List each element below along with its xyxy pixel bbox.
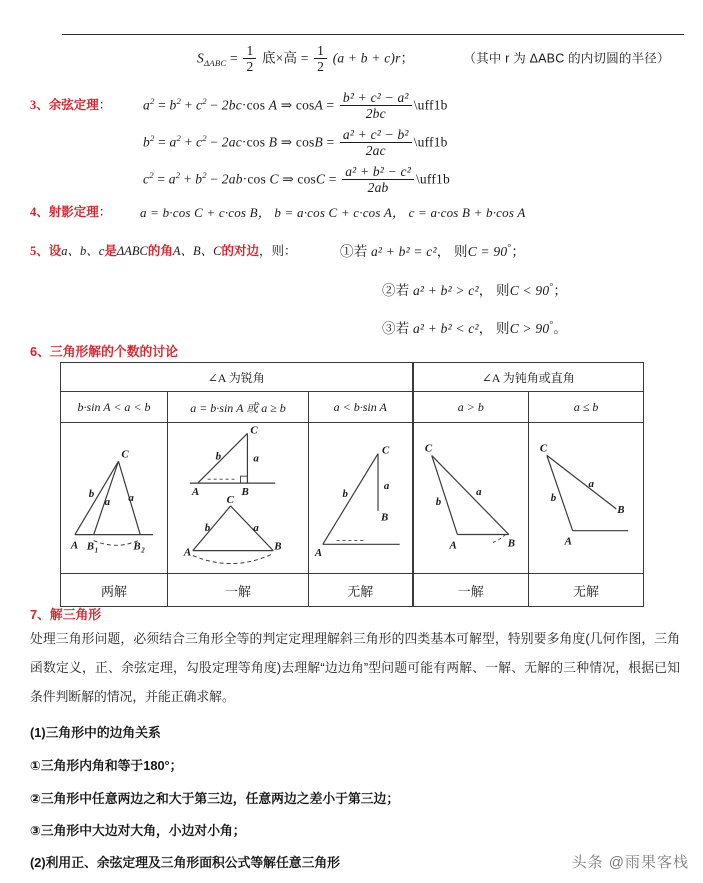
section-7-paragraph: 处理三角形问题，必须结合三角形全等的判定定理理解斜三角形的四类基本可解型，特别要多角度(几何作图，三角函数定义，正、余弦定理，勾股定理等角度)去理解“边边角”型问题可能有两解、一解、无解的三种情况，根据已知条件判断解的情况，并能正确求解。 bbox=[30, 631, 680, 704]
cos3-fraction bbox=[342, 165, 414, 196]
condition-cell-5: a ≤ b bbox=[529, 392, 644, 423]
item-1-sep: ， bbox=[436, 244, 451, 259]
svg-text:1: 1 bbox=[94, 547, 99, 555]
half-fraction-2-numerator: 1 bbox=[317, 43, 325, 58]
cos1-product: 2bc bbox=[221, 97, 242, 113]
section-5-lead-4: 的对边 bbox=[221, 244, 259, 258]
table-result-row bbox=[61, 574, 644, 607]
cos3-angle: C bbox=[269, 171, 279, 187]
cos2-fraction-denominator: 2ac bbox=[340, 142, 412, 159]
cos2-product: 2ac bbox=[221, 134, 242, 150]
area-formula-note: （其中 r 为 ΔABC 的内切圆的半径） bbox=[463, 51, 670, 66]
cos1-lhs: a bbox=[143, 97, 150, 113]
svg-text:C: C bbox=[121, 448, 129, 461]
svg-text:B: B bbox=[86, 540, 95, 553]
item-3-sep: ， bbox=[478, 321, 493, 336]
section-5-item-2 bbox=[382, 279, 567, 299]
svg-text:C: C bbox=[250, 424, 258, 437]
cos3-rhs1: a bbox=[168, 171, 176, 187]
cos1-angle-2: A bbox=[314, 97, 323, 113]
svg-text:B: B bbox=[274, 540, 282, 553]
section-7-heading: 7、解三角形 bbox=[30, 607, 102, 622]
top-horizontal-rule bbox=[62, 34, 684, 35]
svg-text:A: A bbox=[314, 547, 323, 560]
section-5-angles: A、B、C bbox=[172, 244, 222, 258]
svg-text:a: a bbox=[253, 521, 259, 534]
svg-text:2: 2 bbox=[141, 547, 145, 555]
section-5-lead-5: ，则： bbox=[258, 244, 297, 258]
cos2-fraction bbox=[340, 128, 412, 159]
cos1-fraction-denominator: 2bc bbox=[340, 105, 412, 122]
svg-text:C: C bbox=[381, 444, 390, 457]
svg-text:B: B bbox=[507, 537, 515, 550]
cos1-angle: A bbox=[268, 97, 278, 113]
condition-cell-2: a = b·sin A 或 a ≥ b bbox=[168, 392, 309, 423]
cos3-product: 2ab bbox=[221, 171, 243, 187]
svg-text:B: B bbox=[133, 540, 141, 553]
cos3-lhs: c bbox=[143, 171, 150, 187]
half-fraction-1-denominator: 2 bbox=[243, 58, 256, 75]
figure-cell-one-solution-obtuse bbox=[413, 423, 529, 574]
svg-text:a: a bbox=[383, 480, 390, 493]
figure-cell-no-solution-obtuse bbox=[529, 423, 644, 574]
item-1-degree: ° bbox=[507, 242, 512, 254]
section-5-triangle: ΔABC bbox=[116, 244, 148, 258]
area-formula-base-height: 底×高 bbox=[261, 50, 298, 66]
condition-cell-3: a < b·sin A bbox=[309, 392, 413, 423]
half-fraction-2-denominator: 2 bbox=[314, 58, 327, 75]
item-3-mark: ③ bbox=[382, 321, 396, 336]
svg-text:B: B bbox=[241, 486, 249, 499]
cosine-law-line-2: $b^2 = a^2 + c^2 - 2ac\cdot\cos$ B ⇒ cosB = $\frac{\text{a² + c² − b²}}{2ac}$ \uff1b bbox=[143, 127, 448, 159]
bullet-5: (2)利用正、余弦定理及三角形面积公式等解任意三角形 bbox=[30, 855, 340, 870]
item-2-then: 则 bbox=[496, 283, 510, 298]
cos3-fraction-denominator: 2ab bbox=[342, 179, 414, 196]
item-3-ruo: 若 bbox=[395, 321, 410, 336]
section-6-heading: 6、三角形解的个数的讨论 bbox=[30, 344, 178, 359]
svg-text:b: b bbox=[550, 491, 557, 504]
cos2-rhs2: c bbox=[196, 134, 203, 150]
watermark: 头条 @雨果客栈 bbox=[571, 854, 689, 871]
svg-text:B: B bbox=[380, 511, 389, 524]
result-cell-5: 无解 bbox=[529, 574, 644, 607]
projection-law-body: a = b·cos C + c·cos B， b = a·cos C + c·cos A， c = a·cos B + b·cos A bbox=[140, 205, 526, 220]
item-3-conclusion: C > 90 bbox=[509, 321, 550, 336]
item-3-tail: 。 bbox=[553, 321, 568, 336]
bullet-4: ③三角形中大边对大角，小边对小角； bbox=[30, 823, 246, 838]
one-solution-right-and-acute-figure bbox=[168, 423, 308, 573]
cos2-rhs1: a bbox=[169, 134, 177, 150]
svg-text:A: A bbox=[70, 539, 79, 552]
figure-cell-one-solution-acute bbox=[168, 423, 309, 574]
result-cell-4: 一解 bbox=[413, 574, 529, 607]
half-fraction-1 bbox=[243, 44, 256, 75]
table-header-row bbox=[61, 363, 644, 392]
area-formula: $S_{\Delta ABC}$ = $\frac{1}{2}$ 底×高 = $\frac{1}{2}$ (a + b + c)r； （其中 r 为 ΔABC 的内切圆的半径） bbox=[197, 43, 670, 75]
cos1-rhs2: c bbox=[196, 97, 203, 113]
header-obtuse-or-right-angle: ∠A 为钝角或直角 bbox=[413, 363, 644, 392]
solution-count-table bbox=[60, 362, 644, 607]
svg-text:a: a bbox=[104, 495, 111, 508]
svg-text:a: a bbox=[475, 486, 482, 499]
section-3-title: 余弦定理 bbox=[48, 98, 99, 112]
area-formula-lhs: S bbox=[197, 50, 204, 66]
svg-text:A: A bbox=[564, 535, 572, 548]
item-2-ruo: 若 bbox=[395, 283, 410, 298]
header-acute-angle: ∠A 为锐角 bbox=[61, 363, 413, 392]
svg-text:b: b bbox=[342, 488, 348, 501]
item-2-inequality: a² + b² > c² bbox=[412, 283, 479, 298]
cos3-fraction-numerator: a² + b² − c² bbox=[345, 164, 411, 179]
svg-text:b: b bbox=[88, 488, 95, 501]
condition-cell-4: a > b bbox=[413, 392, 529, 423]
one-solution-obtuse-figure bbox=[414, 423, 529, 573]
area-formula-lhs-subscript: ΔABC bbox=[203, 58, 227, 69]
table-figure-row bbox=[61, 423, 644, 574]
svg-text:a: a bbox=[128, 491, 134, 504]
no-solution-acute-figure bbox=[309, 423, 412, 573]
cos3-rhs2: b bbox=[195, 171, 203, 187]
item-1-ruo: 若 bbox=[353, 244, 368, 259]
bullet-2: ①三角形内角和等于180°； bbox=[30, 758, 183, 773]
section-4-title: 射影定理 bbox=[48, 205, 99, 219]
cos2-fraction-numerator: a² + c² − b² bbox=[342, 127, 409, 142]
section-3-index: 3、 bbox=[30, 98, 49, 112]
section-3-label bbox=[30, 95, 111, 113]
half-fraction-2 bbox=[314, 44, 327, 75]
area-formula-perimeter-term: (a + b + c)r bbox=[332, 50, 401, 66]
svg-text:A: A bbox=[183, 546, 192, 559]
cos2-angle-2: B bbox=[314, 134, 323, 150]
item-1-inequality: a² + b² = c² bbox=[370, 244, 437, 259]
area-formula-semicolon: ； bbox=[400, 50, 415, 66]
section-5-lead-1: 设 bbox=[48, 244, 62, 258]
result-cell-2: 一解 bbox=[168, 574, 309, 607]
figure-cell-two-solutions bbox=[61, 423, 168, 574]
item-2-mark: ② bbox=[382, 283, 396, 298]
cos2-angle: B bbox=[268, 134, 278, 150]
section-5-vars: a、b、c bbox=[61, 244, 105, 258]
svg-text:b: b bbox=[215, 450, 222, 463]
cos1-rhs1: b bbox=[169, 97, 177, 113]
result-cell-1: 两解 bbox=[61, 574, 168, 607]
table-condition-row bbox=[61, 392, 644, 423]
section-3-colon: ： bbox=[98, 98, 112, 112]
figure-cell-no-solution-acute bbox=[309, 423, 413, 574]
section-5-item-1 bbox=[340, 240, 525, 260]
item-2-degree: ° bbox=[549, 281, 554, 293]
condition-cell-1: b·sin A < a < b bbox=[61, 392, 168, 423]
svg-text:b: b bbox=[435, 495, 441, 508]
cos1-fraction-numerator: b² + c² − a² bbox=[342, 90, 409, 105]
item-1-then: 则 bbox=[454, 244, 468, 259]
item-3-inequality: a² + b² < c² bbox=[412, 321, 479, 336]
cos3-angle-2: C bbox=[316, 171, 326, 187]
svg-text:b: b bbox=[204, 521, 211, 534]
section-4-label bbox=[30, 202, 111, 220]
cosine-law-line-3: $c^2 = a^2 + b^2 - 2ab\cdot\cos$ C ⇒ cosC = $\frac{\text{a² + b² − c²}}{2ab}$ \uff1b bbox=[143, 164, 450, 196]
section-5-lead-3: 的角 bbox=[147, 244, 173, 258]
svg-text:C: C bbox=[226, 493, 234, 506]
no-solution-obtuse-figure bbox=[529, 423, 643, 573]
svg-text:A: A bbox=[191, 486, 200, 499]
section-5-label bbox=[30, 241, 296, 259]
section-4-index: 4、 bbox=[30, 205, 49, 219]
item-3-then: 则 bbox=[496, 321, 510, 336]
item-1-mark: ① bbox=[340, 244, 354, 259]
svg-text:C: C bbox=[539, 442, 548, 455]
item-1-tail: ； bbox=[511, 244, 526, 259]
two-solutions-figure bbox=[61, 423, 167, 573]
bullet-3: ②三角形中任意两边之和大于第三边，任意两边之差小于第三边； bbox=[30, 791, 400, 806]
item-2-sep: ， bbox=[478, 283, 493, 298]
cos1-fraction bbox=[340, 91, 412, 122]
cosine-law-line-1: $a^2 = b^2 + c^2 - 2bc\cdot\cos$ A ⇒ cosA = $\frac{\text{b² + c² − a²}}{2bc}$ \uff1b bbox=[143, 90, 448, 122]
item-3-degree: ° bbox=[549, 319, 554, 331]
svg-text:a: a bbox=[588, 478, 594, 491]
svg-text:B: B bbox=[617, 503, 625, 516]
item-1-conclusion: C = 90 bbox=[467, 244, 508, 259]
section-5-item-3 bbox=[382, 317, 567, 337]
bullet-1: (1)三角形中的边角关系 bbox=[30, 725, 161, 740]
item-2-conclusion: C < 90 bbox=[509, 283, 550, 298]
section-4-colon: ： bbox=[98, 205, 112, 219]
svg-text:A: A bbox=[449, 539, 457, 552]
section-5-lead-2: 是 bbox=[104, 244, 117, 258]
section-5-index: 5、 bbox=[30, 244, 49, 258]
svg-text:C: C bbox=[424, 442, 432, 455]
half-fraction-1-numerator: 1 bbox=[246, 43, 254, 58]
cos2-lhs: b bbox=[143, 134, 150, 150]
item-2-tail: ； bbox=[553, 283, 568, 298]
result-cell-3: 无解 bbox=[309, 574, 413, 607]
svg-text:a: a bbox=[253, 452, 259, 465]
